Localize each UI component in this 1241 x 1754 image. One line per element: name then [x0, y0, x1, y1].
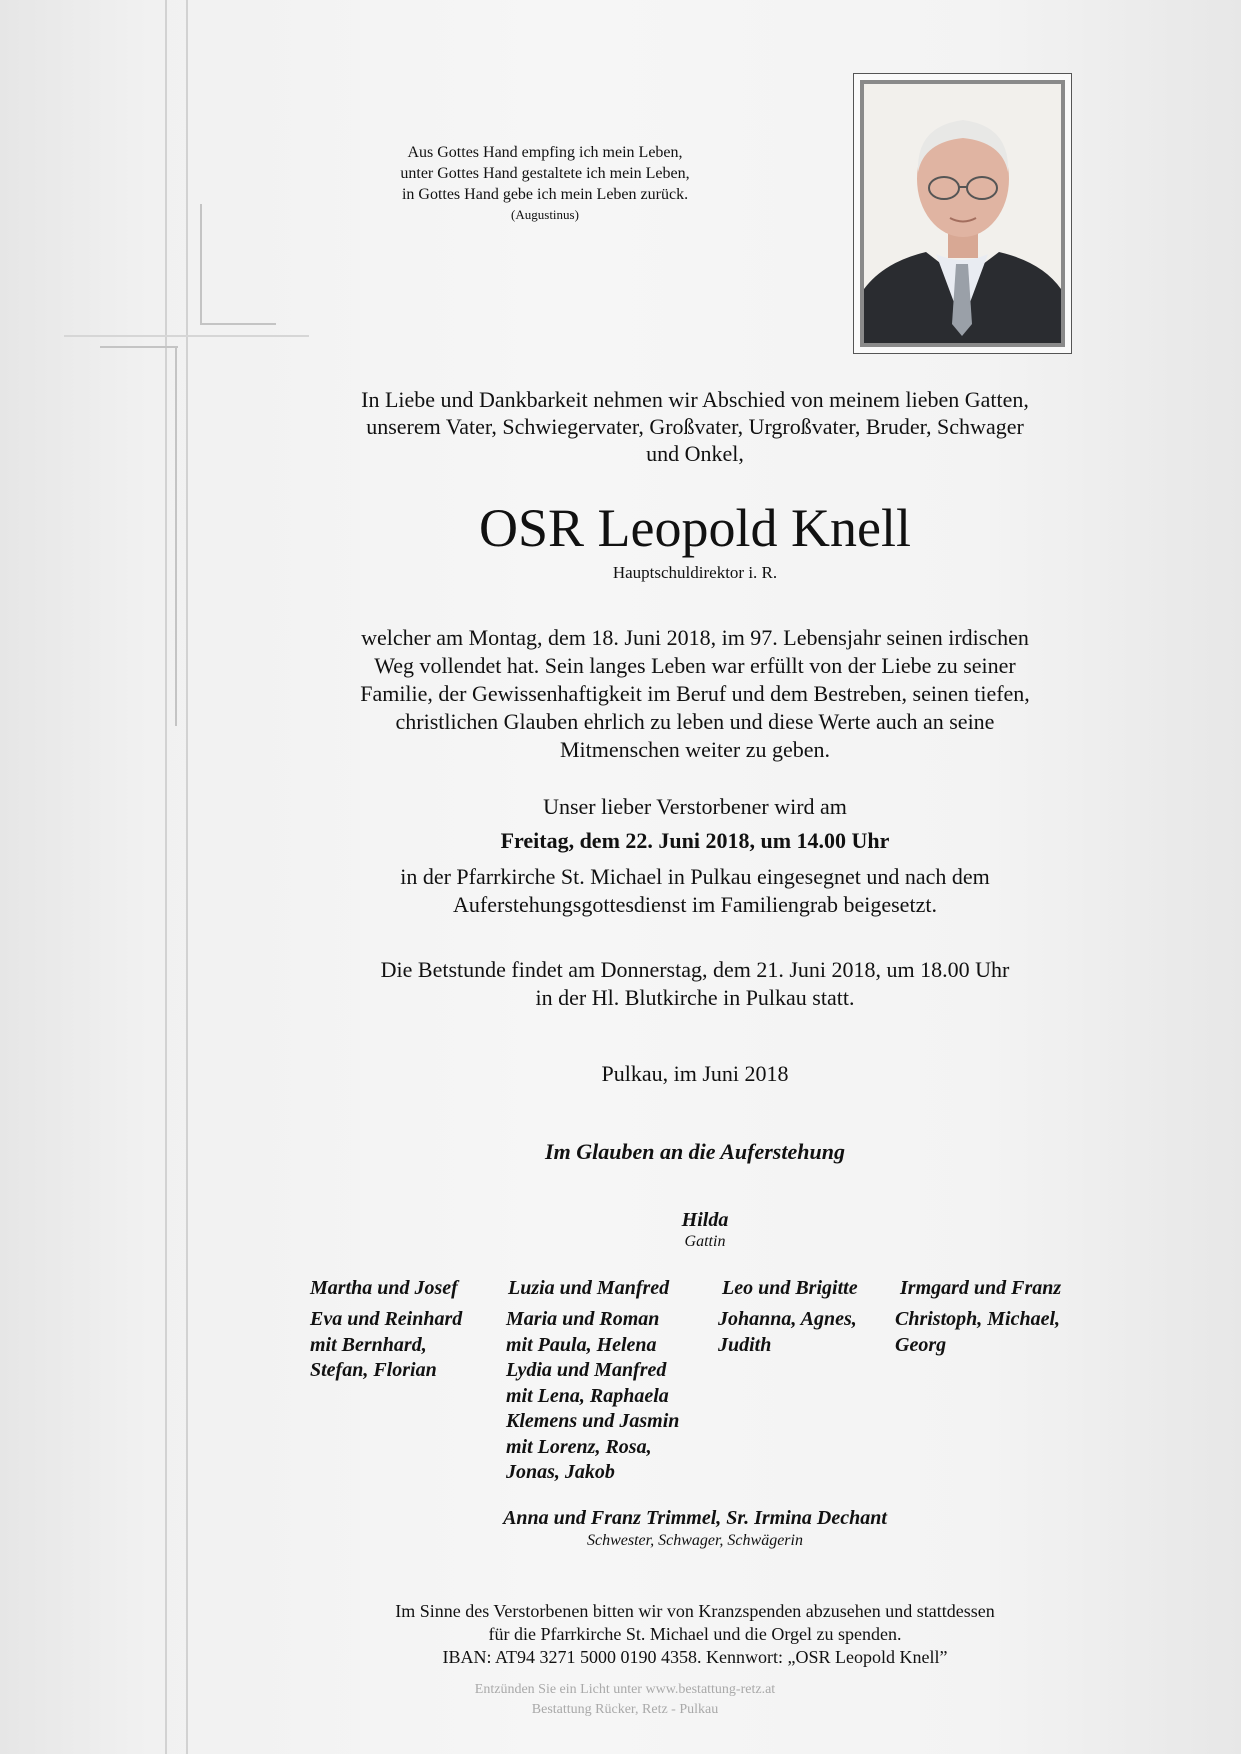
family-members: Johanna, Agnes, Judith	[718, 1308, 857, 1356]
siblings-names: Anna und Franz Trimmel, Sr. Irmina Dechant	[503, 1507, 887, 1529]
life-text	[290, 624, 1100, 764]
footer-company: Bestattung Rücker, Retz - Pulkau	[531, 1702, 719, 1717]
prayer-line: Die Betstunde findet am Donnerstag, dem 21. Juni 2018, um 18.00 Uhr	[380, 957, 1010, 982]
family-members: Maria und Roman mit Paula, Helena Lydia und Manfred mit Lena, Raphaela Klemens und Jasmin mit Lorenz, Rosa, Jonas, Jakob	[506, 1308, 680, 1483]
faith-line: Im Glauben an die Auferstehung	[545, 1139, 845, 1164]
portrait-frame	[853, 73, 1072, 354]
widow-role: Gattin	[684, 1233, 726, 1250]
margin-line-left	[165, 0, 167, 1754]
funeral-place	[290, 863, 1100, 919]
funeral-date: Freitag, dem 22. Juni 2018, um 14.00 Uhr	[500, 828, 890, 853]
family-head: Martha und Josef	[310, 1277, 458, 1299]
life-line: welcher am Montag, dem 18. Juni 2018, im 97. Lebensjahr seinen irdischen	[361, 625, 1029, 650]
family-members: Christoph, Michael, Georg	[895, 1308, 1061, 1356]
donation-line: für die Pfarrkirche St. Michael und die Orgel zu spenden.	[488, 1624, 902, 1644]
funeral-intro: Unser lieber Verstorbener wird am	[543, 794, 847, 819]
quote-line: unter Gottes Hand gestaltete ich mein Leben,	[400, 165, 690, 182]
life-line: Mitmenschen weiter zu geben.	[559, 737, 830, 762]
funeral-place-line: in der Pfarrkirche St. Michael in Pulkau eingesegnet und nach dem	[400, 864, 990, 889]
funeral-place-line: Auferstehungsgottesdienst im Familiengrab beigesetzt.	[453, 892, 937, 917]
deceased-title: Hauptschuldirektor i. R.	[612, 563, 778, 582]
life-line: Familie, der Gewissenhaftigkeit im Beruf und dem Bestreben, seinen tiefen,	[360, 681, 1030, 706]
family-members: Eva und Reinhard mit Bernhard, Stefan, Florian	[310, 1308, 463, 1381]
intro-text	[290, 386, 1100, 467]
quote-line: Aus Gottes Hand empfing ich mein Leben,	[407, 144, 683, 161]
life-line: christlichen Glauben ehrlich zu leben und diese Werte auch an seine	[395, 709, 995, 734]
prayer-line: in der Hl. Blutkirche in Pulkau statt.	[535, 985, 855, 1010]
family-head: Leo und Brigitte	[722, 1277, 858, 1299]
footer	[290, 1680, 1100, 1720]
quote-author: (Augustinus)	[511, 207, 579, 222]
prayer-hour	[290, 956, 1100, 1012]
intro-line: und Onkel,	[646, 441, 744, 466]
margin-line-right	[186, 0, 188, 1754]
portrait-person-icon	[864, 84, 1061, 343]
footer-website: Entzünden Sie ein Licht unter www.bestattung-retz.at	[474, 1682, 776, 1697]
portrait-photo	[860, 80, 1065, 347]
place-date: Pulkau, im Juni 2018	[601, 1061, 789, 1086]
donation-line: Im Sinne des Verstorbenen bitten wir von Kranzspenden abzusehen und stattdessen	[395, 1601, 995, 1621]
intro-line: In Liebe und Dankbarkeit nehmen wir Abschied von meinem lieben Gatten,	[361, 387, 1029, 412]
widow-name: Hilda	[681, 1209, 729, 1231]
family-head: Luzia und Manfred	[508, 1277, 670, 1299]
donation-note	[290, 1600, 1100, 1669]
family-head: Irmgard und Franz	[900, 1277, 1062, 1299]
life-line: Weg vollendet hat. Sein langes Leben war erfüllt von der Liebe zu seiner	[374, 653, 1016, 678]
quote-block	[330, 142, 760, 225]
donation-line: IBAN: AT94 3271 5000 0190 4358. Kennwort: „OSR Leopold Knell”	[442, 1647, 948, 1667]
siblings-role: Schwester, Schwager, Schwägerin	[587, 1532, 803, 1549]
intro-line: unserem Vater, Schwiegervater, Großvater, Urgroßvater, Bruder, Schwager	[366, 414, 1024, 439]
quote-line: in Gottes Hand gebe ich mein Leben zurück.	[401, 186, 689, 203]
deceased-name: OSR Leopold Knell	[479, 498, 911, 558]
